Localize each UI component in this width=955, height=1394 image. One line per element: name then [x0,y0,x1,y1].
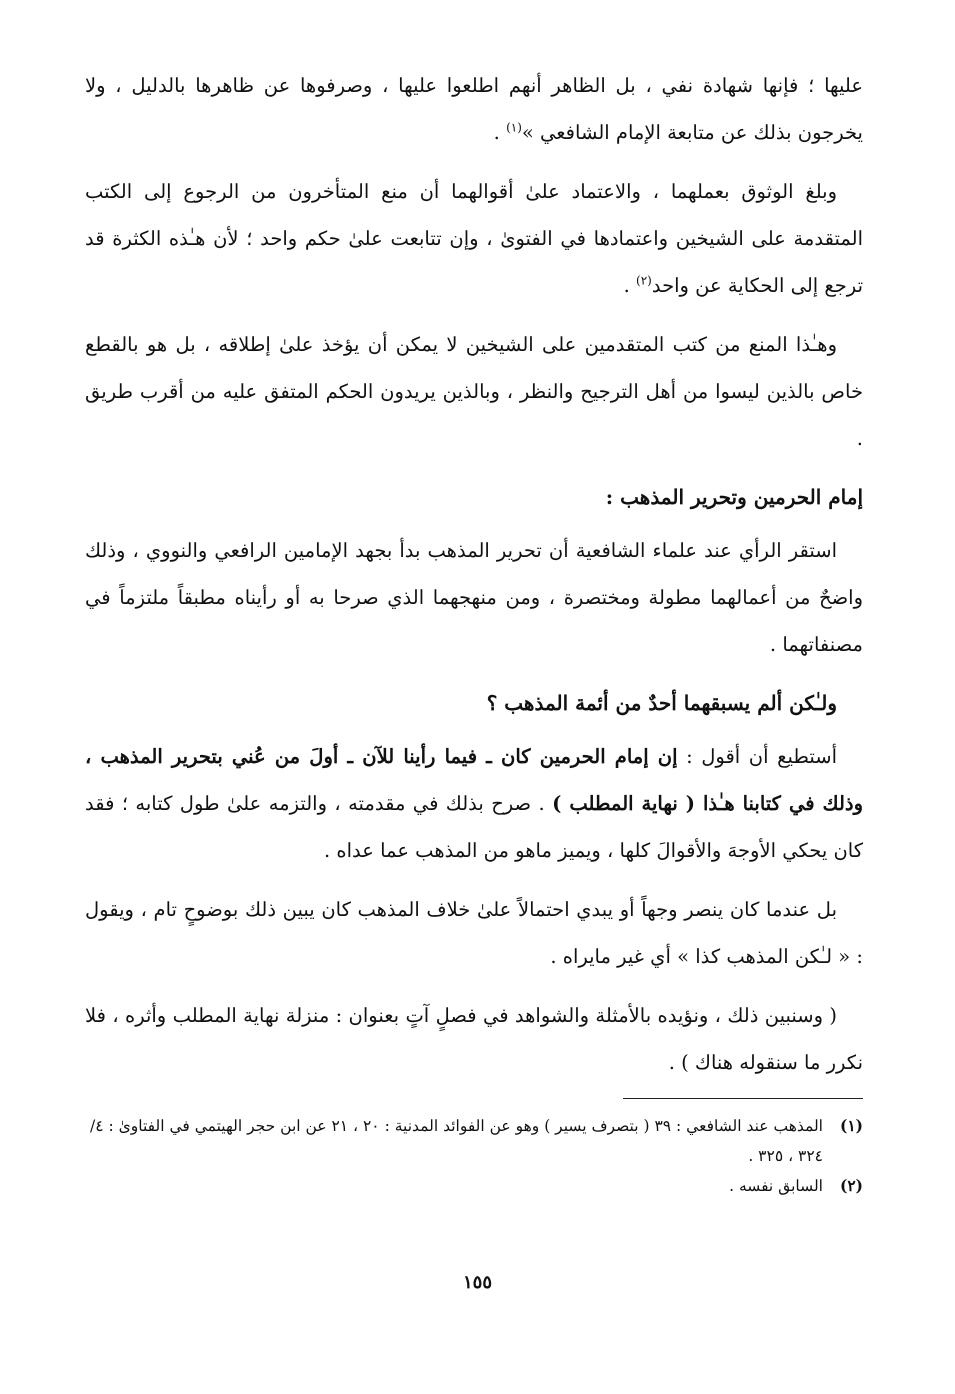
page-body [85,62,863,1201]
footnote-1 [85,1111,863,1171]
footnote-2-text: السابق نفسه . [729,1177,823,1195]
footnote-2-number: (٢) [839,1176,863,1195]
paragraph-3: وهـٰذا المنع من كتب المتقدمين على الشيخين لا يمكن أن يؤخذ علىٰ إطلاقه ، بل هو بالقطع خاص بالذين ليسوا من أهل الترجيح والنظر ، وبالذين يريدون الحكم المتفق عليه من أقرب طريق . [85,333,863,450]
paragraph-5-rest: . صرح بذلك في مقدمته ، والتزمه علىٰ طول كتابه ؛ فقد كان يحكي الأوجهَ والأقوالَ كلها ، ويميز ماهو من المذهب عما عداه . [85,792,863,862]
paragraph-2-end: . [623,274,636,297]
paragraph-5-bold: إن إمام الحرمين كان ـ فيما رأينا للآن ـ أولَ من عُني بتحرير المذهب ، وذلك في كتابنا هـٰذا ( نهاية المطلب ) [85,745,863,815]
paragraph-1 [85,62,863,156]
footnotes [85,1111,863,1201]
page-number: ١٥٥ [462,1272,492,1293]
paragraph-1-text: عليها ؛ فإنها شهادة نفي ، بل الظاهر أنهم اطلعوا عليها ، وصرفوها عن ظاهرها بالدليل ، ولا يخرجون بذلك عن متابعة الإمام الشافعي » [85,74,863,144]
footnote-1-text: المذهب عند الشافعي : ٣٩ ( بتصرف يسير ) وهو عن الفوائد المدنية : ٢٠ ، ٢١ عن ابن حجر الهيتمي في الفتاوىٰ : ٤/ ٣٢٤ ، ٣٢٥ . [90,1117,823,1165]
paragraph-2-text: وبلغ الوثوق بعملهما ، والاعتماد علىٰ أقوالهما أن منع المتأخرون من الرجوع إلى الكتب المتقدمة على الشيخين واعتمادها في الفتوىٰ ، وإن تتابعت علىٰ حكم واحد ؛ لأن هـٰذه الكثرة قد ترجع إلى الحكاية عن واحد [85,180,863,297]
paragraph-6: بل عندما كان ينصر وجهاً أو يبدي احتمالاً علىٰ خلاف المذهب كان يبين ذلك بوضوحٍ تام ، ويقول : « لـٰكن المذهب كذا » أي غير مايراه . [85,898,863,968]
footnote-1-number: (١) [839,1116,863,1135]
footnote-ref-1: (١) [506,120,522,135]
question-heading: ولـٰكن ألم يسبقهما أحدٌ من أئمة المذهب ؟ [486,691,837,715]
paragraph-4: استقر الرأي عند علماء الشافعية أن تحرير المذهب بدأ بجهد الإمامين الرافعي والنووي ، وذلك واضحٌ من أعمالهما مطولة ومختصرة ، ومن منهجهما الذي صرحا به أو رأيناه مطبقاً ملتزماً في مصنفاتهما . [85,539,863,656]
paragraph-7: ( وسنبين ذلك ، ونؤيده بالأمثلة والشواهد في فصلٍ آتٍ بعنوان : منزلة نهاية المطلب وأثره ، فلا نكرر ما سنقوله هناك ) . [85,1004,863,1074]
footnote-ref-2: (٢) [636,273,652,288]
paragraph-1-end: . [493,121,507,144]
section-heading: إمام الحرمين وتحرير المذهب : [605,485,863,509]
paragraph-5-lead: أستطيع أن أقول : [677,745,837,768]
footnote-2 [85,1171,863,1201]
paragraph-2 [85,168,863,309]
paragraph-5 [85,733,863,874]
footnote-divider [623,1098,863,1099]
